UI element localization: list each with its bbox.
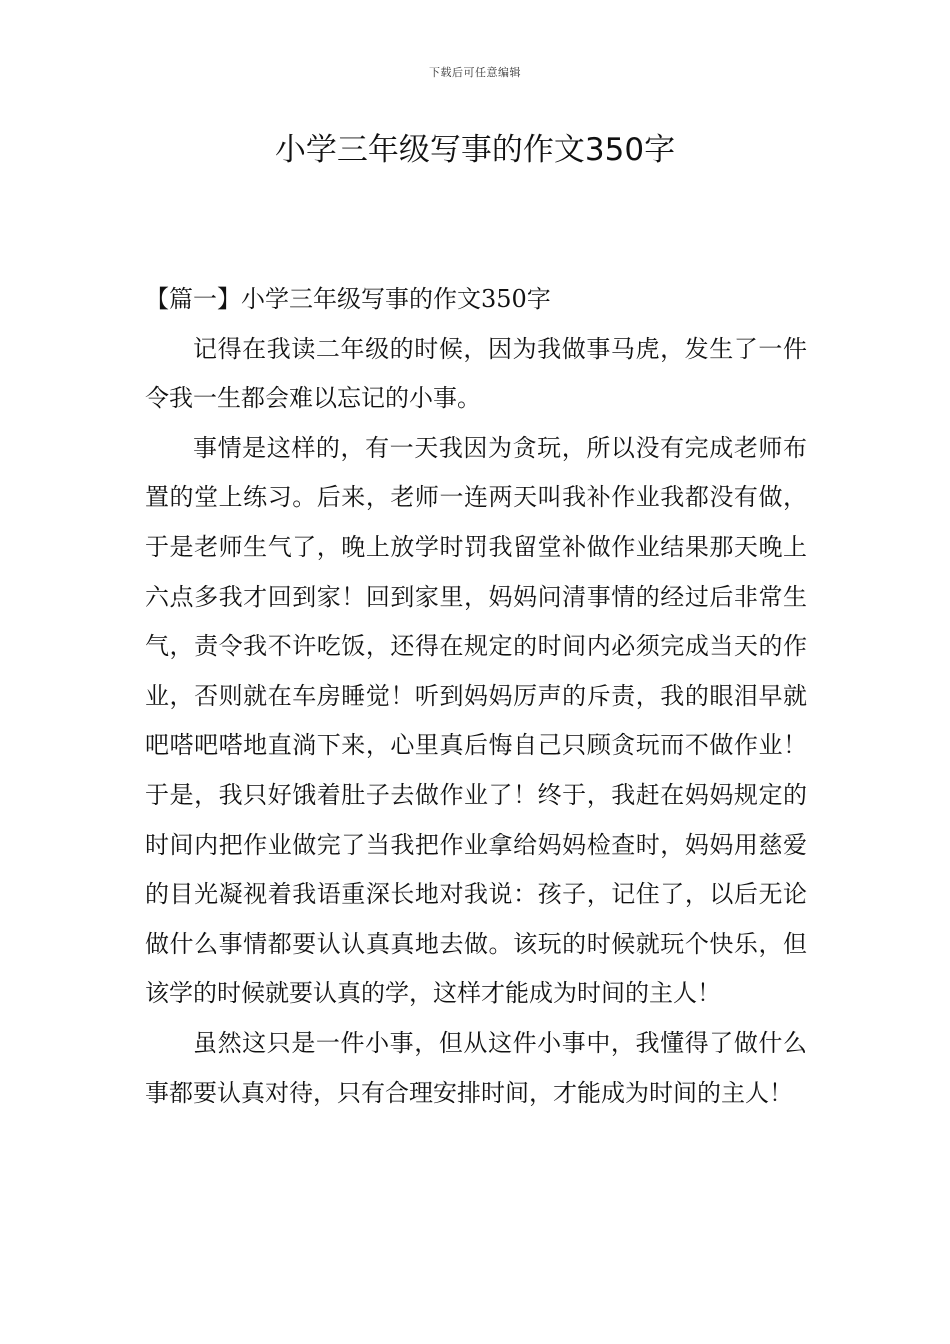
paragraph-3: 虽然这只是一件小事，但从这件小事中，我懂得了做什么事都要认真对待，只有合理安排时间，才能成为时间的主人！: [145, 1028, 807, 1107]
section-heading: 【篇一】小学三年级写事的作文350字: [145, 285, 551, 313]
document-body: [145, 275, 807, 1118]
header-note: 下载后可任意编辑: [429, 66, 521, 79]
paragraph-1: 记得在我读二年级的时候，因为我做事马虎，发生了一件令我一生都会难以忘记的小事。: [145, 334, 807, 413]
paragraph-2: 事情是这样的，有一天我因为贪玩，所以没有完成老师布置的堂上练习。后来，老师一连两天叫我补作业我都没有做，于是老师生气了，晚上放学时罚我留堂补做作业结果那天晚上六点多我才回到家！回到家里，妈妈问清事情的经过后非常生气，责令我不许吃饭，还得在规定的时间内必须完成当天的作业，否则就在车房睡觉！听到妈妈厉声的斥责，我的眼泪早就吧嗒吧嗒地直淌下来，心里真后悔自己只顾贪玩而不做作业！于是，我只好饿着肚子去做作业了！终于，我赶在妈妈规定的时间内把作业做完了当我把作业拿给妈妈检查时，妈妈用慈爱的目光凝视着我语重深长地对我说：孩子，记住了，以后无论做什么事情都要认认真真地去做。该玩的时候就玩个快乐，但该学的时候就要认真的学，这样才能成为时间的主人！: [145, 433, 807, 1008]
document-title: 小学三年级写事的作文350字: [274, 132, 676, 168]
